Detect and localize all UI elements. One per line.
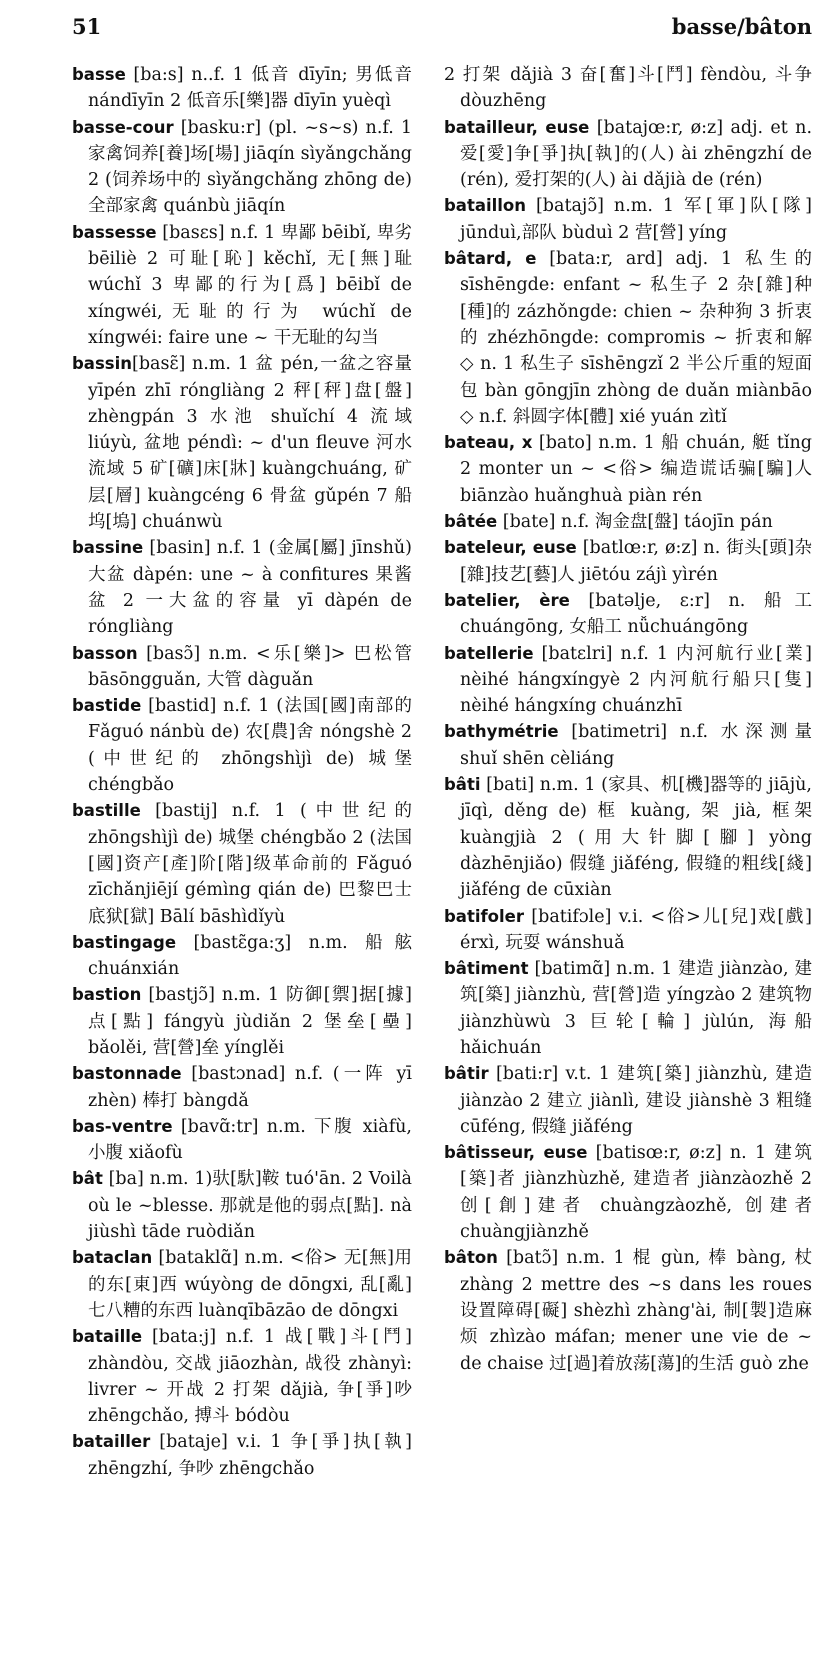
entry-headword: basse-cour [72,117,174,137]
entry-definition: [bastij] n.f. 1 (中世纪的 zhōngshìjì de) 城堡 chéngbǎo 2 (法国[國]资产[產]阶[階]级革命前的 Fǎguó zīchǎnjiējí gémìng qián de) 巴黎巴士底狱[獄] Bālí bāshìdǐyù [88,801,412,927]
dictionary-entry [444,115,812,194]
entry-definition: [batɛlri] n.f. 1 内河航行业[業] nèihé hángxíngyè 2 内河航行船只[隻] nèihé hángxíng chuánzhī [460,643,812,717]
entry-headword: bâtisseur, euse [444,1143,588,1163]
entry-definition: [batisœ:r, ø:z] n. 1 建筑[築]者 jiànzhùzhě, 建造者 jiànzàozhě 2 创[創]建者 chuàngzàozhě, 创建者 chuàngjiànzhě [460,1143,812,1243]
dictionary-entry [72,220,412,351]
dictionary-entry [444,1061,812,1140]
entry-headword: bastion [72,985,142,1005]
entry-definition: [bastjɔ̃] n.m. 1 防御[禦]据[據]点[點] fángyù jùdiǎn 2 堡垒[壘] bǎolěi, 营[營]垒 yínglěi [88,985,412,1058]
dictionary-entry [444,430,812,509]
entry-headword: batailleur, euse [444,117,590,137]
entry-headword: basson [72,643,138,663]
dictionary-entry [444,62,812,115]
entry-headword: bâti [444,775,481,795]
dictionary-entry [444,641,812,720]
dictionary-entry [444,956,812,1061]
dictionary-entry [444,535,812,588]
entry-headword: bassin [72,354,132,374]
right-column [444,62,812,1377]
entry-headword: basse [72,65,126,84]
dictionary-entry [444,1245,812,1376]
dictionary-entry [72,1061,412,1114]
entry-headword: bastingage [72,932,177,952]
entry-headword: bas-ventre [72,1116,173,1136]
entry-definition: [bate] n.f. 淘金盘[盤] táojīn pán [497,512,773,533]
running-head: basse/bâton [671,14,812,39]
dictionary-entry [72,1114,412,1167]
dictionary-entry [72,641,412,694]
dictionary-entry [444,719,812,772]
entry-definition: [bastɛ̃ga:ʒ] n.m. 船舷 chuánxián [88,932,412,980]
entry-definition: [bastɔnad] n.f. (一阵 yī zhèn) 棒打 bàngdǎ [88,1064,412,1111]
dictionary-entry [72,1166,412,1245]
entry-definition: [batlœ:r, ø:z] n. 街头[頭]杂[雜]技艺[藝]人 jiētóu zájì yìrén [460,538,812,585]
entry-headword: batailler [72,1432,151,1452]
dictionary-entry [444,509,812,535]
entry-definition: [batifɔle] v.i. <俗>儿[兒]戏[戲] érxì, 玩耍 wánshuǎ [460,906,812,953]
page-header [72,14,812,50]
entry-definition: [basɛs] n.f. 1 卑鄙 bēibǐ, 卑劣 bēiliè 2 可耻[恥] kěchǐ, 无[無]耻 wúchǐ 3 卑鄙的行为[爲] bēibǐ de xíngwéi,无耻的行为 wúchǐ de xíngwéi: faire une ~ 干无耻的勾当 [88,222,412,348]
dictionary-entry [72,798,412,929]
entry-definition: [batimetri] n.f. 水深测量 shuǐ shēn cèliáng [460,722,812,769]
entry-headword: bastide [72,696,142,716]
entry-headword: batelier, ère [444,590,570,610]
entry-headword: bataclan [72,1248,153,1268]
entry-headword: bâtard, e [444,249,537,269]
dictionary-entry [72,982,412,1061]
entry-definition: [bati] n.m. 1 (家具、机[機]器等的 jiājù, jīqì, děng de) 框 kuàng, 架 jià, 框架 kuàngjià 2 (用大针脚[腳] yòng dàzhēnjiǎo) 假缝 jiǎféng, 假缝的粗线[綫] jiǎféng de cūxiàn [460,775,812,901]
entry-definition: [batajœ:r, ø:z] adj. et n. 爱[愛]争[爭]执[執]的(人) ài zhēngzhí de (rén), 爱打架的(人) ài dǎjià de (rén) [460,117,813,191]
entry-definition: [bavɑ̃:tr] n.m. 下腹 xiàfù, 小腹 xiǎofù [88,1116,412,1164]
entry-headword: bâtiment [444,959,529,979]
entry-definition: [ba] n.m. 1)驮[馱]鞍 tuó'ān. 2 Voilà où le ~blesse. 那就是他的弱点[點]. nà jiùshì tāde ruòdiǎn [88,1169,412,1243]
entry-definition: [bata:r, ard] adj. 1 私生的 sīshēngde: enfant ~ 私生子 2 杂[雜]种[種]的 zázhǒngde: chien ~ 杂种狗 3 折衷的 zhézhōngde: compromis ~ 折衷和解 ◇ n. 1 私生子 sīshēngzǐ 2 半公斤重的短面包 bàn gōngjīn zhòng de duǎn miànbāo ◇ n.f. 斜圆字体[體] xié yuán zìtǐ [460,249,812,427]
entry-headword: bâton [444,1248,498,1268]
entry-headword: bastonnade [72,1064,182,1084]
entry-headword: batellerie [444,643,534,663]
dictionary-entry [72,535,412,640]
entry-definition: [basɛ̃] n.m. 1 盆 pén,一盆之容量 yīpén zhī róngliàng 2 秤[秤]盘[盤] zhèngpán 3 水池 shuǐchí 4 流域 liúyù, 盆地 péndì: ~ d'un fleuve 河水流域 5 矿[礦]床[牀] kuàngchuáng, 矿层[層] kuàngcéng 6 骨盆 gǔpén 7 船坞[塢] chuánwù [88,354,412,533]
entry-headword: bathymétrie [444,722,559,742]
entry-headword: bassesse [72,222,157,242]
entry-definition: [batəlje, ɛ:r] n. 船工 chuángōng, 女船工 nǚchuángōng [460,590,812,638]
entry-definition: [basku:r] (pl. ~s~s) n.f. 1 家禽饲养[養]场[場] jiāqín sìyǎngchǎng 2 (饲养场中的 sìyǎngchǎng zhōng de) 全部家禽 quánbù jiāqín [88,117,412,217]
entry-definition: [bata:j] n.f. 1 战[戰]斗[鬥] zhàndòu, 交战 jiāozhàn, 战役 zhànyì: livrer ~ 开战 2 打架 dǎjià, 争[爭]吵 zhēngchǎo, 搏斗 bódòu [88,1327,412,1427]
dictionary-entry [72,62,412,115]
dictionary-entry [444,772,812,903]
entry-headword: batifoler [444,906,524,926]
dictionary-entry [444,246,812,430]
entry-definition: [bataje] v.i. 1 争[爭]执[執] zhēngzhí, 争吵 zhēngchǎo [88,1432,412,1479]
dictionary-entry [72,930,412,983]
entry-headword: bastille [72,801,141,821]
dictionary-entry [72,1324,412,1429]
dictionary-entry [444,1140,812,1245]
entry-headword: bataille [72,1327,143,1347]
entry-definition: [bastid] n.f. 1 (法国[國]南部的 Fǎguó nánbù de) 农[農]舍 nóngshè 2 (中世纪的 zhōngshìjì de) 城堡 chéngbǎo [88,696,412,796]
dictionary-entry [72,1429,412,1482]
dictionary-entry [72,693,412,798]
entry-definition: [basɔ̃] n.m. <乐[樂]> 巴松管 bāsōngguǎn, 大管 dàguǎn [88,643,412,690]
entry-definition: 2 打架 dǎjià 3 奋[奮]斗[鬥] fèndòu, 斗争 dòuzhēng [444,65,812,112]
entry-headword: bataillon [444,196,527,216]
dictionary-entry [444,588,812,641]
entry-definition: [ba:s] n..f. 1 低音 dīyīn; 男低音 nándīyīn 2 低音乐[樂]器 dīyīn yuèqì [88,65,412,112]
entry-definition: [bato] n.m. 1 船 chuán, 艇 tǐng 2 monter un ~ <俗> 编造谎话骗[騙]人 biānzào huǎnghuà piàn rén [460,433,813,506]
dictionary-entry [72,115,412,220]
entry-headword: bât [72,1169,103,1189]
dictionary-entry [444,193,812,246]
entry-headword: bassine [72,538,144,558]
dictionary-entry [72,1245,412,1324]
entry-definition: [bati:r] v.t. 1 建筑[築] jiànzhù, 建造 jiànzào 2 建立 jiànlì, 建设 jiànshè 3 粗缝 cūféng, 假缝 jiǎféng [460,1064,812,1137]
entry-definition: [batajɔ̃] n.m. 1 军[軍]队[隊] jūnduì,部队 bùduì 2 营[營] yíng [460,196,812,243]
left-column [72,62,412,1482]
entry-headword: bâtée [444,512,498,532]
dictionary-entry [72,351,412,535]
entry-headword: bateau, x [444,433,533,453]
entry-definition: [batimɑ̃] n.m. 1 建造 jiànzào, 建筑[築] jiànzhù, 营[營]造 yíngzào 2 建筑物 jiànzhùwù 3 巨轮[輪] jùlún, 海船 hǎichuán [460,959,812,1058]
entry-definition: [basin] n.f. 1 (金属[屬] jīnshǔ) 大盆 dàpén: une ~ à confitures 果酱盆 2 一大盆的容量 yī dàpén de róngliàng [88,538,412,638]
page-number: 51 [72,14,102,39]
entry-headword: bateleur, euse [444,538,577,558]
entry-definition: [batɔ̃] n.m. 1 棍 gùn, 棒 bàng, 杖 zhàng 2 mettre des ~s dans les roues 设置障碍[礙] shèzhì zhàng'ài, 制[製]造麻烦 zhìzào máfan; mener une vie de ~ de chaise 过[過]着放荡[蕩]的生活 guò zhe [460,1248,812,1374]
entry-definition: [bataklɑ̃] n.m. <俗> 无[無]用的东[東]西 wúyòng de dōngxi, 乱[亂]七八糟的东西 luànqībāzāo de dōngxi [88,1248,412,1321]
entry-headword: bâtir [444,1064,489,1084]
dictionary-entry [444,904,812,957]
